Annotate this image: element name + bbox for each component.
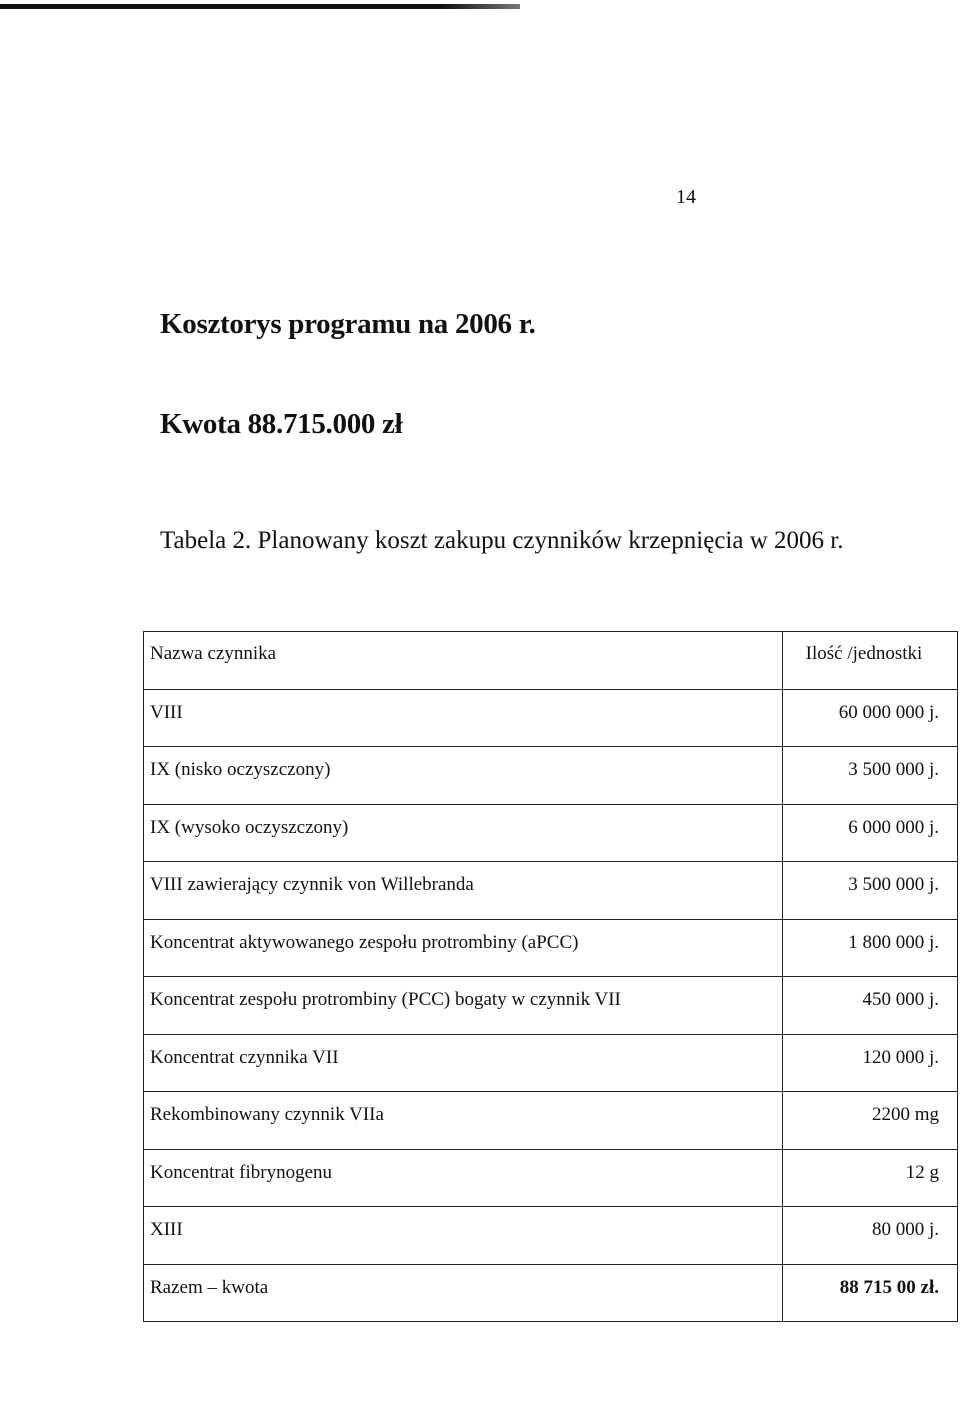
- factor-name: Koncentrat czynnika VII: [150, 1046, 339, 1068]
- coagulation-factors-cost-table: [143, 631, 958, 1322]
- table-total-row: [144, 1264, 958, 1322]
- header-quantity: [783, 632, 958, 690]
- total-value: 88 715 00 zł.: [839, 1276, 939, 1298]
- total-label: Razem – kwota: [150, 1276, 269, 1298]
- factor-quantity: 3 500 000 j.: [848, 759, 939, 780]
- factor-quantity: 3 500 000 j.: [848, 874, 939, 895]
- table-row: [144, 1149, 958, 1207]
- quantity-cell: [783, 1034, 958, 1092]
- table-header-row: [144, 632, 958, 690]
- factor-quantity: 120 000 j.: [862, 1046, 939, 1068]
- table-caption: Tabela 2. Planowany koszt zakupu czynników krzepnięcia w 2006 r.: [160, 527, 844, 554]
- factor-name: Koncentrat fibrynogenu: [150, 1161, 333, 1183]
- header-factor-name: [144, 632, 783, 690]
- table-row: [144, 804, 958, 862]
- factor-name-cell: [144, 1207, 783, 1265]
- scan-top-border-line: [0, 4, 520, 9]
- factor-quantity: 80 000 j.: [871, 1219, 939, 1240]
- factor-name: Koncentrat aktywowanego zespołu protrombiny (aPCC): [150, 931, 579, 953]
- factor-name: VIII: [150, 701, 183, 723]
- table-row: [144, 1034, 958, 1092]
- factor-name-cell: [144, 804, 783, 862]
- table-row: [144, 747, 958, 805]
- table-row: [144, 977, 958, 1035]
- document-title: Kosztorys programu na 2006 r.: [160, 308, 536, 340]
- total-value-cell: [783, 1264, 958, 1322]
- factor-name-cell: [144, 862, 783, 920]
- factor-name: IX (wysoko oczyszczony): [150, 816, 349, 838]
- factor-quantity: 2200 mg: [871, 1104, 939, 1125]
- quantity-cell: [783, 862, 958, 920]
- quantity-cell: [783, 1092, 958, 1150]
- header-quantity-label: Ilość /jednostki: [805, 643, 923, 664]
- factor-name-cell: [144, 1149, 783, 1207]
- quantity-cell: [783, 919, 958, 977]
- factor-quantity: 1 800 000 j.: [848, 931, 939, 953]
- table-row: [144, 689, 958, 747]
- factor-name-cell: [144, 1092, 783, 1150]
- factor-name: Koncentrat zespołu protrombiny (PCC) bogaty w czynnik VII: [150, 989, 621, 1010]
- table-row: [144, 1092, 958, 1150]
- quantity-cell: [783, 804, 958, 862]
- factor-name-cell: [144, 689, 783, 747]
- page-number: 14: [676, 186, 696, 208]
- quantity-cell: [783, 1207, 958, 1265]
- factor-quantity: 6 000 000 j.: [848, 816, 939, 838]
- quantity-cell: [783, 977, 958, 1035]
- table-row: [144, 862, 958, 920]
- table-row: [144, 1207, 958, 1265]
- factor-quantity: 12 g: [905, 1161, 939, 1183]
- factor-name-cell: [144, 919, 783, 977]
- factor-quantity: 60 000 000 j.: [838, 701, 939, 723]
- factor-name: Rekombinowany czynnik VIIa: [150, 1104, 384, 1125]
- quantity-cell: [783, 1149, 958, 1207]
- factor-name: VIII zawierający czynnik von Willebranda: [150, 874, 474, 895]
- total-label-cell: [144, 1264, 783, 1322]
- quantity-cell: [783, 747, 958, 805]
- factor-name-cell: [144, 1034, 783, 1092]
- table-row: [144, 919, 958, 977]
- quantity-cell: [783, 689, 958, 747]
- factor-name-cell: [144, 977, 783, 1035]
- factor-quantity: 450 000 j.: [862, 989, 939, 1010]
- factor-name: IX (nisko oczyszczony): [150, 759, 331, 780]
- factor-name-cell: [144, 747, 783, 805]
- total-amount-heading: Kwota 88.715.000 zł: [160, 408, 403, 440]
- factor-name: XIII: [150, 1219, 183, 1240]
- header-factor-name-label: Nazwa czynnika: [150, 643, 277, 664]
